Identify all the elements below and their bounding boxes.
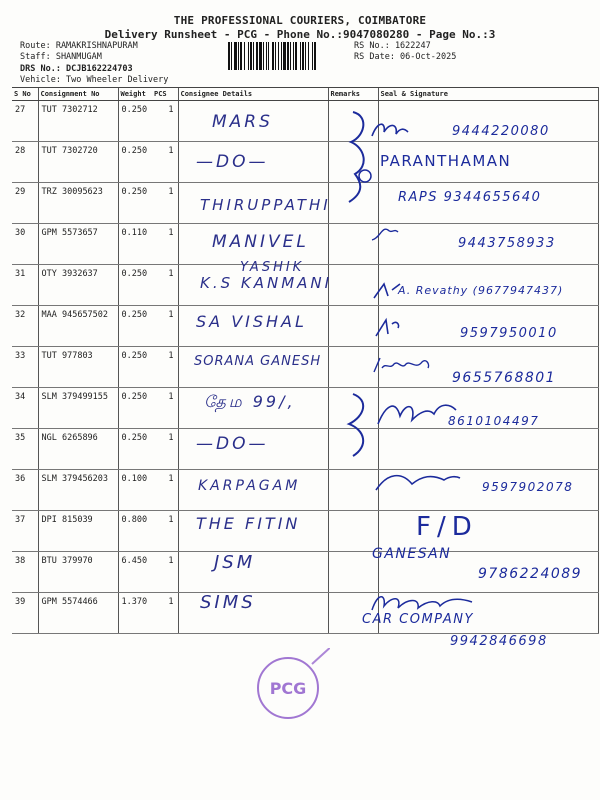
handwritten-phone: A. Revathy (9677947437) (398, 284, 564, 297)
signature-scribble (372, 316, 402, 338)
col-header-weight: Weight (118, 88, 152, 101)
row-consignee-cell (178, 183, 328, 224)
handwritten-phone: RAPS 9344655640 (398, 190, 542, 205)
row-weight: 0.250 (118, 347, 152, 388)
row-signature-cell (378, 552, 598, 593)
row-weight: 0.250 (118, 265, 152, 306)
row-consignee-cell (178, 265, 328, 306)
table-row (12, 429, 598, 470)
row-signature-cell (378, 101, 598, 142)
handwritten-phone: 8610104497 (448, 414, 540, 428)
svg-text:PCG: PCG (269, 679, 307, 698)
handwritten-consignee: தேம 99/, (204, 392, 296, 411)
row-signature-cell (378, 224, 598, 265)
table-row (12, 388, 598, 429)
handwritten-fd: F/D (416, 512, 478, 542)
row-consignment-no: OTY 3932637 (38, 265, 118, 306)
row-consignee-cell (178, 593, 328, 634)
col-header-signature: Seal & Signature (378, 88, 598, 101)
handwritten-phone: 9444220080 (452, 124, 550, 139)
vehicle-label: Vehicle: Two Wheeler Delivery (20, 75, 169, 85)
brace-mark (335, 108, 375, 208)
row-weight: 0.250 (118, 429, 152, 470)
handwritten-consignee: —DO— (196, 152, 269, 172)
row-signature-cell (378, 429, 598, 470)
row-weight: 0.800 (118, 511, 152, 552)
handwritten-name: PARANTHAMAN (380, 152, 512, 170)
row-weight: 0.110 (118, 224, 152, 265)
handwritten-consignee: THE FITIN (196, 514, 301, 533)
row-sno: 34 (12, 388, 38, 429)
row-sno: 37 (12, 511, 38, 552)
row-consignment-no: SLM 379499155 (38, 388, 118, 429)
row-signature-cell (378, 265, 598, 306)
table-row (12, 347, 598, 388)
row-pcs: 1 (152, 388, 178, 429)
row-sno: 29 (12, 183, 38, 224)
row-consignment-no: TUT 977803 (38, 347, 118, 388)
row-sno: 35 (12, 429, 38, 470)
handwritten-consignee: SA VISHAL (196, 312, 307, 331)
row-sno: 31 (12, 265, 38, 306)
row-consignee-cell (178, 142, 328, 183)
row-remarks-cell (328, 306, 378, 347)
col-header-consignee: Consignee Details (178, 88, 328, 101)
handwritten-consignee: KARPAGAM (198, 478, 301, 494)
col-header-sno: S No (12, 88, 38, 101)
table-row (12, 306, 598, 347)
table-row (12, 101, 598, 142)
row-pcs: 1 (152, 593, 178, 634)
pcg-stamp (250, 648, 330, 728)
row-signature-cell (378, 183, 598, 224)
row-pcs: 1 (152, 101, 178, 142)
row-consignment-no: BTU 379970 (38, 552, 118, 593)
row-consignment-no: DPI 815039 (38, 511, 118, 552)
row-sno: 32 (12, 306, 38, 347)
row-consignment-no: NGL 6265896 (38, 429, 118, 470)
row-sno: 27 (12, 101, 38, 142)
handwritten-consignee: K.S KANMANI (200, 274, 333, 292)
handwritten-consignee: —DO— (196, 434, 269, 454)
row-pcs: 1 (152, 224, 178, 265)
row-weight: 0.100 (118, 470, 152, 511)
handwritten-phone: 9655768801 (452, 370, 557, 386)
row-signature-cell (378, 511, 598, 552)
row-weight: 0.250 (118, 101, 152, 142)
row-weight: 1.370 (118, 593, 152, 634)
row-signature-cell (378, 306, 598, 347)
row-consignment-no: MAA 945657502 (38, 306, 118, 347)
signature-scribble (370, 222, 400, 244)
row-pcs: 1 (152, 429, 178, 470)
row-weight: 6.450 (118, 552, 152, 593)
brace-mark (335, 390, 375, 460)
page-subtitle: Delivery Runsheet - PCG - Phone No.:9047080280 - Page No.:3 (104, 28, 496, 41)
row-pcs: 1 (152, 511, 178, 552)
row-consignee-cell (178, 388, 328, 429)
row-sno: 39 (12, 593, 38, 634)
row-consignee-cell (178, 306, 328, 347)
row-pcs: 1 (152, 142, 178, 183)
handwritten-consignee: MANIVEL (212, 232, 309, 252)
row-consignment-no: GPM 5573657 (38, 224, 118, 265)
table-row (12, 183, 598, 224)
col-header-remarks: Remarks (328, 88, 378, 101)
row-pcs: 1 (152, 347, 178, 388)
table-row (12, 511, 598, 552)
handwritten-name: CAR COMPANY (362, 612, 474, 627)
row-weight: 0.250 (118, 183, 152, 224)
handwritten-consignee: THIRUPPATHI (200, 196, 331, 214)
row-signature-cell (378, 142, 598, 183)
signature-scribble (372, 354, 432, 376)
table-row (12, 593, 598, 634)
handwritten-name: GANESAN (372, 546, 452, 562)
handwritten-consignee: SORANA GANESH (194, 354, 322, 369)
row-pcs: 1 (152, 306, 178, 347)
handwritten-consignee: SIMS (200, 592, 256, 613)
page-title: THE PROFESSIONAL COURIERS, COIMBATORE (173, 14, 427, 27)
table-row (12, 552, 598, 593)
row-consignee-cell (178, 347, 328, 388)
rs-date: RS Date: 06-Oct-2025 (354, 52, 457, 62)
row-sno: 30 (12, 224, 38, 265)
col-header-consignment: Consignment No (38, 88, 118, 101)
handwritten-phone: 9597950010 (460, 326, 558, 341)
handwritten-consignee: YASHIK (240, 260, 305, 275)
row-sno: 33 (12, 347, 38, 388)
row-sno: 28 (12, 142, 38, 183)
row-consignment-no: TRZ 30095623 (38, 183, 118, 224)
row-consignee-cell (178, 552, 328, 593)
row-consignee-cell (178, 470, 328, 511)
row-remarks-cell (328, 265, 378, 306)
table-row (12, 470, 598, 511)
handwritten-phone: 9786224089 (478, 566, 583, 582)
row-consignee-cell (178, 429, 328, 470)
row-consignee-cell (178, 101, 328, 142)
rs-number: RS No.: 1622247 (354, 41, 431, 51)
row-sno: 38 (12, 552, 38, 593)
runsheet-table (12, 87, 598, 627)
table-row (12, 224, 598, 265)
signature-scribble (368, 590, 478, 614)
row-weight: 0.250 (118, 142, 152, 183)
table-row (12, 265, 598, 306)
row-consignee-cell (178, 511, 328, 552)
handwritten-phone: 9443758933 (458, 236, 556, 251)
signature-scribble (372, 394, 462, 434)
table-row (12, 142, 598, 183)
row-remarks-cell (328, 552, 378, 593)
row-consignment-no: GPM 5574466 (38, 593, 118, 634)
signature-scribble (372, 466, 462, 496)
signature-scribble (370, 118, 410, 142)
handwritten-phone: 9597902078 (482, 480, 574, 494)
signature-scribble (372, 280, 402, 300)
row-sno: 36 (12, 470, 38, 511)
col-header-pcs: PCS (152, 88, 178, 101)
staff-label: Staff: SHANMUGAM (20, 52, 102, 62)
row-consignee-cell (178, 224, 328, 265)
row-consignment-no: TUT 7302712 (38, 101, 118, 142)
row-remarks-cell (328, 470, 378, 511)
handwritten-phone: 9942846698 (450, 634, 548, 649)
row-remarks-cell (328, 347, 378, 388)
row-weight: 0.250 (118, 388, 152, 429)
handwritten-consignee: JSM (214, 552, 256, 573)
row-pcs: 1 (152, 470, 178, 511)
row-consignment-no: SLM 379456203 (38, 470, 118, 511)
row-pcs: 1 (152, 183, 178, 224)
row-pcs: 1 (152, 552, 178, 593)
route-label: Route: RAMAKRISHNAPURAM (20, 41, 138, 51)
row-pcs: 1 (152, 265, 178, 306)
drs-number: DRS No.: DCJB162224703 (20, 64, 133, 74)
row-consignment-no: TUT 7302720 (38, 142, 118, 183)
row-weight: 0.250 (118, 306, 152, 347)
handwritten-consignee: MARS (212, 112, 273, 132)
table-header-row (12, 88, 598, 101)
barcode-image (228, 42, 350, 70)
row-remarks-cell (328, 511, 378, 552)
